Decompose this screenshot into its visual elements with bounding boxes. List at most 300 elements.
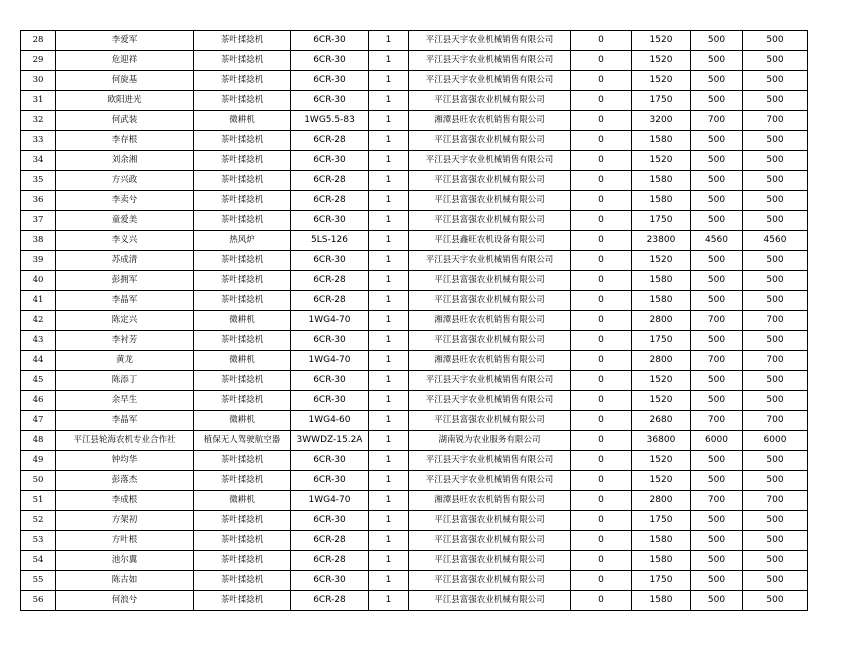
machine-type-cell: 微耕机 — [194, 111, 291, 131]
value-2-cell: 1520 — [632, 51, 691, 71]
machine-type-cell: 茶叶揉捻机 — [194, 171, 291, 191]
value-2-cell: 1580 — [632, 131, 691, 151]
value-3-cell: 500 — [691, 271, 743, 291]
value-1-cell: 0 — [571, 591, 632, 611]
buyer-name-cell: 李晶军 — [56, 291, 194, 311]
value-2-cell: 1580 — [632, 291, 691, 311]
value-3-cell: 500 — [691, 91, 743, 111]
row-number-cell: 30 — [21, 71, 56, 91]
model-cell: 6CR-28 — [291, 291, 369, 311]
table-row — [21, 31, 808, 51]
value-3-cell: 700 — [691, 411, 743, 431]
row-number-cell: 50 — [21, 471, 56, 491]
machine-type-cell: 茶叶揉捻机 — [194, 471, 291, 491]
row-number-cell: 37 — [21, 211, 56, 231]
value-3-cell: 500 — [691, 331, 743, 351]
value-3-cell: 500 — [691, 571, 743, 591]
table-row — [21, 51, 808, 71]
table-row — [21, 371, 808, 391]
buyer-name-cell: 彭落杰 — [56, 471, 194, 491]
value-2-cell: 1750 — [632, 211, 691, 231]
machine-type-cell: 茶叶揉捻机 — [194, 131, 291, 151]
quantity-cell: 1 — [369, 551, 409, 571]
value-2-cell: 1520 — [632, 451, 691, 471]
machine-type-cell: 茶叶揉捻机 — [194, 451, 291, 471]
buyer-name-cell: 余早生 — [56, 391, 194, 411]
table-row — [21, 291, 808, 311]
quantity-cell: 1 — [369, 31, 409, 51]
value-4-cell: 500 — [743, 171, 808, 191]
quantity-cell: 1 — [369, 111, 409, 131]
row-number-cell: 53 — [21, 531, 56, 551]
row-number-cell: 32 — [21, 111, 56, 131]
table-row — [21, 191, 808, 211]
value-3-cell: 700 — [691, 311, 743, 331]
table-row — [21, 251, 808, 271]
table-row — [21, 471, 808, 491]
dealer-cell: 平江县天宇农业机械销售有限公司 — [409, 371, 571, 391]
machine-type-cell: 微耕机 — [194, 411, 291, 431]
quantity-cell: 1 — [369, 171, 409, 191]
machine-type-cell: 微耕机 — [194, 491, 291, 511]
model-cell: 6CR-30 — [291, 151, 369, 171]
value-2-cell: 1520 — [632, 371, 691, 391]
dealer-cell: 平江县鑫旺农机设备有限公司 — [409, 231, 571, 251]
machine-type-cell: 茶叶揉捻机 — [194, 331, 291, 351]
value-1-cell: 0 — [571, 331, 632, 351]
table-row — [21, 151, 808, 171]
model-cell: 6CR-30 — [291, 451, 369, 471]
value-1-cell: 0 — [571, 311, 632, 331]
buyer-name-cell: 欧阳进光 — [56, 91, 194, 111]
dealer-cell: 平江县富强农业机械有限公司 — [409, 91, 571, 111]
dealer-cell: 平江县富强农业机械有限公司 — [409, 591, 571, 611]
row-number-cell: 28 — [21, 31, 56, 51]
dealer-cell: 平江县天宇农业机械销售有限公司 — [409, 251, 571, 271]
table-row — [21, 391, 808, 411]
quantity-cell: 1 — [369, 531, 409, 551]
value-4-cell: 500 — [743, 51, 808, 71]
table-row — [21, 211, 808, 231]
value-3-cell: 700 — [691, 351, 743, 371]
quantity-cell: 1 — [369, 391, 409, 411]
table-row — [21, 71, 808, 91]
buyer-name-cell: 危迎祥 — [56, 51, 194, 71]
machine-type-cell: 茶叶揉捻机 — [194, 31, 291, 51]
quantity-cell: 1 — [369, 51, 409, 71]
value-1-cell: 0 — [571, 91, 632, 111]
machine-type-cell: 茶叶揉捻机 — [194, 291, 291, 311]
dealer-cell: 平江县天宇农业机械销售有限公司 — [409, 51, 571, 71]
value-3-cell: 700 — [691, 111, 743, 131]
value-4-cell: 500 — [743, 571, 808, 591]
row-number-cell: 52 — [21, 511, 56, 531]
machine-type-cell: 茶叶揉捻机 — [194, 151, 291, 171]
table-row — [21, 531, 808, 551]
value-3-cell: 500 — [691, 531, 743, 551]
model-cell: 6CR-30 — [291, 371, 369, 391]
buyer-name-cell: 陈定兴 — [56, 311, 194, 331]
value-1-cell: 0 — [571, 511, 632, 531]
table-row — [21, 491, 808, 511]
value-1-cell: 0 — [571, 131, 632, 151]
value-4-cell: 500 — [743, 471, 808, 491]
value-4-cell: 4560 — [743, 231, 808, 251]
value-1-cell: 0 — [571, 431, 632, 451]
value-4-cell: 500 — [743, 131, 808, 151]
dealer-cell: 湖南锐为农业服务有限公司 — [409, 431, 571, 451]
model-cell: 5LS-126 — [291, 231, 369, 251]
value-3-cell: 500 — [691, 71, 743, 91]
buyer-name-cell: 李爱军 — [56, 31, 194, 51]
table-row — [21, 431, 808, 451]
value-1-cell: 0 — [571, 491, 632, 511]
value-2-cell: 36800 — [632, 431, 691, 451]
row-number-cell: 35 — [21, 171, 56, 191]
value-3-cell: 700 — [691, 491, 743, 511]
value-2-cell: 1580 — [632, 171, 691, 191]
model-cell: 6CR-30 — [291, 31, 369, 51]
buyer-name-cell: 李成根 — [56, 491, 194, 511]
model-cell: 6CR-30 — [291, 571, 369, 591]
value-4-cell: 500 — [743, 331, 808, 351]
row-number-cell: 39 — [21, 251, 56, 271]
machine-type-cell: 茶叶揉捻机 — [194, 531, 291, 551]
machine-type-cell: 茶叶揉捻机 — [194, 571, 291, 591]
value-4-cell: 6000 — [743, 431, 808, 451]
quantity-cell: 1 — [369, 131, 409, 151]
buyer-name-cell: 钟均华 — [56, 451, 194, 471]
value-1-cell: 0 — [571, 251, 632, 271]
row-number-cell: 40 — [21, 271, 56, 291]
machine-type-cell: 茶叶揉捻机 — [194, 511, 291, 531]
dealer-cell: 平江县富强农业机械有限公司 — [409, 131, 571, 151]
value-3-cell: 500 — [691, 391, 743, 411]
value-2-cell: 1580 — [632, 271, 691, 291]
model-cell: 6CR-30 — [291, 51, 369, 71]
value-1-cell: 0 — [571, 351, 632, 371]
machine-type-cell: 热风炉 — [194, 231, 291, 251]
model-cell: 1WG5.5-83 — [291, 111, 369, 131]
model-cell: 6CR-30 — [291, 211, 369, 231]
value-4-cell: 500 — [743, 531, 808, 551]
buyer-name-cell: 李存根 — [56, 131, 194, 151]
table-row — [21, 351, 808, 371]
machine-type-cell: 植保无人驾驶航空器 — [194, 431, 291, 451]
buyer-name-cell: 平江县轮海农机专业合作社 — [56, 431, 194, 451]
row-number-cell: 41 — [21, 291, 56, 311]
quantity-cell: 1 — [369, 591, 409, 611]
value-3-cell: 500 — [691, 31, 743, 51]
value-2-cell: 1750 — [632, 91, 691, 111]
value-1-cell: 0 — [571, 51, 632, 71]
buyer-name-cell: 何浪兮 — [56, 591, 194, 611]
table-row — [21, 331, 808, 351]
value-2-cell: 2800 — [632, 491, 691, 511]
dealer-cell: 平江县富强农业机械有限公司 — [409, 531, 571, 551]
quantity-cell: 1 — [369, 371, 409, 391]
value-3-cell: 4560 — [691, 231, 743, 251]
buyer-name-cell: 童爱美 — [56, 211, 194, 231]
value-4-cell: 500 — [743, 191, 808, 211]
model-cell: 6CR-30 — [291, 91, 369, 111]
value-1-cell: 0 — [571, 231, 632, 251]
buyer-name-cell: 方架初 — [56, 511, 194, 531]
value-4-cell: 700 — [743, 491, 808, 511]
quantity-cell: 1 — [369, 451, 409, 471]
quantity-cell: 1 — [369, 211, 409, 231]
model-cell: 6CR-30 — [291, 511, 369, 531]
value-1-cell: 0 — [571, 271, 632, 291]
value-3-cell: 500 — [691, 131, 743, 151]
value-2-cell: 1520 — [632, 151, 691, 171]
value-2-cell: 1580 — [632, 531, 691, 551]
value-3-cell: 500 — [691, 191, 743, 211]
subsidy-table — [20, 30, 808, 611]
value-2-cell: 1520 — [632, 251, 691, 271]
buyer-name-cell: 李晶军 — [56, 411, 194, 431]
buyer-name-cell: 池尔翼 — [56, 551, 194, 571]
quantity-cell: 1 — [369, 71, 409, 91]
model-cell: 6CR-28 — [291, 531, 369, 551]
value-4-cell: 500 — [743, 451, 808, 471]
value-4-cell: 500 — [743, 31, 808, 51]
value-3-cell: 500 — [691, 171, 743, 191]
quantity-cell: 1 — [369, 491, 409, 511]
value-2-cell: 1750 — [632, 331, 691, 351]
quantity-cell: 1 — [369, 311, 409, 331]
value-1-cell: 0 — [571, 391, 632, 411]
table-row — [21, 451, 808, 471]
buyer-name-cell: 黄龙 — [56, 351, 194, 371]
table-row — [21, 411, 808, 431]
quantity-cell: 1 — [369, 231, 409, 251]
dealer-cell: 湘潭县旺农农机销售有限公司 — [409, 491, 571, 511]
value-3-cell: 500 — [691, 291, 743, 311]
machine-type-cell: 微耕机 — [194, 351, 291, 371]
row-number-cell: 56 — [21, 591, 56, 611]
row-number-cell: 49 — [21, 451, 56, 471]
value-2-cell: 2800 — [632, 351, 691, 371]
machine-type-cell: 茶叶揉捻机 — [194, 71, 291, 91]
row-number-cell: 54 — [21, 551, 56, 571]
machine-type-cell: 茶叶揉捻机 — [194, 591, 291, 611]
value-2-cell: 1520 — [632, 391, 691, 411]
dealer-cell: 平江县天宇农业机械销售有限公司 — [409, 151, 571, 171]
buyer-name-cell: 苏成清 — [56, 251, 194, 271]
row-number-cell: 31 — [21, 91, 56, 111]
dealer-cell: 平江县富强农业机械有限公司 — [409, 331, 571, 351]
dealer-cell: 平江县富强农业机械有限公司 — [409, 571, 571, 591]
table-row — [21, 271, 808, 291]
dealer-cell: 湘潭县旺农农机销售有限公司 — [409, 111, 571, 131]
value-4-cell: 500 — [743, 211, 808, 231]
dealer-cell: 平江县天宇农业机械销售有限公司 — [409, 31, 571, 51]
value-4-cell: 500 — [743, 591, 808, 611]
machine-type-cell: 茶叶揉捻机 — [194, 271, 291, 291]
value-1-cell: 0 — [571, 71, 632, 91]
dealer-cell: 平江县富强农业机械有限公司 — [409, 211, 571, 231]
model-cell: 6CR-30 — [291, 391, 369, 411]
machine-type-cell: 茶叶揉捻机 — [194, 211, 291, 231]
dealer-cell: 平江县富强农业机械有限公司 — [409, 271, 571, 291]
machine-type-cell: 微耕机 — [194, 311, 291, 331]
machine-type-cell: 茶叶揉捻机 — [194, 371, 291, 391]
row-number-cell: 33 — [21, 131, 56, 151]
dealer-cell: 平江县天宇农业机械销售有限公司 — [409, 71, 571, 91]
table-row — [21, 171, 808, 191]
table-row — [21, 591, 808, 611]
row-number-cell: 34 — [21, 151, 56, 171]
dealer-cell: 平江县天宇农业机械销售有限公司 — [409, 471, 571, 491]
table-body — [21, 31, 808, 611]
quantity-cell: 1 — [369, 471, 409, 491]
value-1-cell: 0 — [571, 471, 632, 491]
machine-type-cell: 茶叶揉捻机 — [194, 551, 291, 571]
row-number-cell: 42 — [21, 311, 56, 331]
machine-type-cell: 茶叶揉捻机 — [194, 191, 291, 211]
row-number-cell: 45 — [21, 371, 56, 391]
dealer-cell: 平江县富强农业机械有限公司 — [409, 171, 571, 191]
value-1-cell: 0 — [571, 551, 632, 571]
buyer-name-cell: 李义兴 — [56, 231, 194, 251]
model-cell: 3WWDZ-15.2A — [291, 431, 369, 451]
dealer-cell: 平江县富强农业机械有限公司 — [409, 411, 571, 431]
table-row — [21, 131, 808, 151]
dealer-cell: 湘潭县旺农农机销售有限公司 — [409, 311, 571, 331]
model-cell: 6CR-28 — [291, 171, 369, 191]
value-4-cell: 700 — [743, 311, 808, 331]
value-1-cell: 0 — [571, 571, 632, 591]
value-1-cell: 0 — [571, 171, 632, 191]
value-3-cell: 500 — [691, 151, 743, 171]
model-cell: 6CR-28 — [291, 131, 369, 151]
value-2-cell: 1520 — [632, 471, 691, 491]
model-cell: 6CR-30 — [291, 471, 369, 491]
value-4-cell: 500 — [743, 251, 808, 271]
buyer-name-cell: 何武装 — [56, 111, 194, 131]
table-row — [21, 311, 808, 331]
value-3-cell: 500 — [691, 551, 743, 571]
row-number-cell: 48 — [21, 431, 56, 451]
value-1-cell: 0 — [571, 31, 632, 51]
buyer-name-cell: 陈古如 — [56, 571, 194, 591]
value-2-cell: 1580 — [632, 591, 691, 611]
row-number-cell: 47 — [21, 411, 56, 431]
value-2-cell: 2680 — [632, 411, 691, 431]
value-4-cell: 500 — [743, 371, 808, 391]
value-1-cell: 0 — [571, 111, 632, 131]
value-1-cell: 0 — [571, 191, 632, 211]
value-4-cell: 500 — [743, 391, 808, 411]
quantity-cell: 1 — [369, 271, 409, 291]
value-1-cell: 0 — [571, 531, 632, 551]
dealer-cell: 平江县天宇农业机械销售有限公司 — [409, 391, 571, 411]
value-4-cell: 500 — [743, 511, 808, 531]
value-4-cell: 700 — [743, 411, 808, 431]
value-4-cell: 500 — [743, 151, 808, 171]
value-3-cell: 500 — [691, 371, 743, 391]
quantity-cell: 1 — [369, 351, 409, 371]
model-cell: 6CR-30 — [291, 331, 369, 351]
value-3-cell: 500 — [691, 211, 743, 231]
quantity-cell: 1 — [369, 431, 409, 451]
value-2-cell: 1520 — [632, 71, 691, 91]
table-row — [21, 91, 808, 111]
table-row — [21, 571, 808, 591]
value-2-cell: 1580 — [632, 191, 691, 211]
value-4-cell: 500 — [743, 71, 808, 91]
model-cell: 6CR-28 — [291, 271, 369, 291]
model-cell: 1WG4-70 — [291, 351, 369, 371]
dealer-cell: 平江县富强农业机械有限公司 — [409, 551, 571, 571]
value-3-cell: 6000 — [691, 431, 743, 451]
value-2-cell: 1580 — [632, 551, 691, 571]
model-cell: 1WG4-60 — [291, 411, 369, 431]
value-2-cell: 23800 — [632, 231, 691, 251]
dealer-cell: 平江县富强农业机械有限公司 — [409, 511, 571, 531]
row-number-cell: 55 — [21, 571, 56, 591]
value-2-cell: 1520 — [632, 31, 691, 51]
dealer-cell: 平江县富强农业机械有限公司 — [409, 291, 571, 311]
row-number-cell: 51 — [21, 491, 56, 511]
row-number-cell: 29 — [21, 51, 56, 71]
machine-type-cell: 茶叶揉捻机 — [194, 51, 291, 71]
quantity-cell: 1 — [369, 251, 409, 271]
buyer-name-cell: 彭拥军 — [56, 271, 194, 291]
value-1-cell: 0 — [571, 411, 632, 431]
table-row — [21, 551, 808, 571]
model-cell: 6CR-30 — [291, 251, 369, 271]
quantity-cell: 1 — [369, 511, 409, 531]
value-4-cell: 700 — [743, 111, 808, 131]
value-1-cell: 0 — [571, 451, 632, 471]
buyer-name-cell: 李卖兮 — [56, 191, 194, 211]
value-3-cell: 500 — [691, 51, 743, 71]
dealer-cell: 平江县天宇农业机械销售有限公司 — [409, 451, 571, 471]
row-number-cell: 43 — [21, 331, 56, 351]
value-4-cell: 500 — [743, 91, 808, 111]
value-1-cell: 0 — [571, 371, 632, 391]
model-cell: 1WG4-70 — [291, 311, 369, 331]
value-3-cell: 500 — [691, 471, 743, 491]
value-1-cell: 0 — [571, 151, 632, 171]
value-4-cell: 500 — [743, 271, 808, 291]
buyer-name-cell: 方兴政 — [56, 171, 194, 191]
machine-type-cell: 茶叶揉捻机 — [194, 91, 291, 111]
value-1-cell: 0 — [571, 211, 632, 231]
row-number-cell: 44 — [21, 351, 56, 371]
quantity-cell: 1 — [369, 151, 409, 171]
buyer-name-cell: 方叶根 — [56, 531, 194, 551]
model-cell: 6CR-28 — [291, 551, 369, 571]
quantity-cell: 1 — [369, 191, 409, 211]
value-4-cell: 500 — [743, 291, 808, 311]
value-2-cell: 3200 — [632, 111, 691, 131]
value-1-cell: 0 — [571, 291, 632, 311]
model-cell: 6CR-30 — [291, 71, 369, 91]
quantity-cell: 1 — [369, 571, 409, 591]
quantity-cell: 1 — [369, 291, 409, 311]
model-cell: 6CR-28 — [291, 591, 369, 611]
table-row — [21, 511, 808, 531]
value-2-cell: 1750 — [632, 571, 691, 591]
value-3-cell: 500 — [691, 251, 743, 271]
value-3-cell: 500 — [691, 451, 743, 471]
row-number-cell: 38 — [21, 231, 56, 251]
quantity-cell: 1 — [369, 91, 409, 111]
quantity-cell: 1 — [369, 411, 409, 431]
